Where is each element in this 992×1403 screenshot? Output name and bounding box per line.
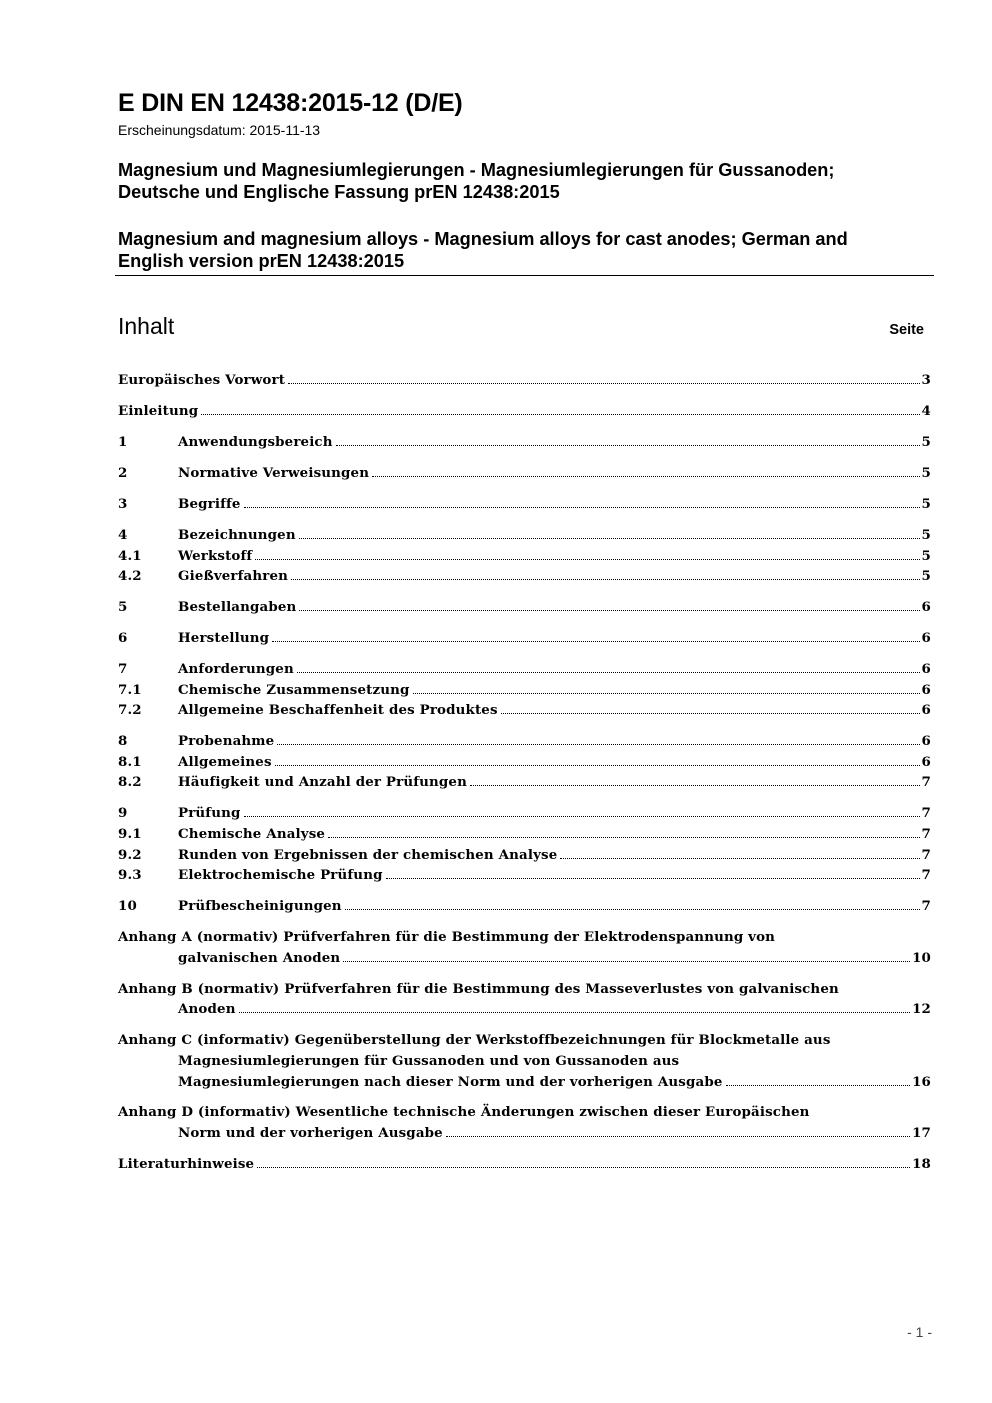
toc-entry-page: 7: [921, 867, 931, 884]
toc-entry-number: 9.1: [118, 826, 142, 842]
toc-dot-leader: [501, 713, 920, 714]
toc-entry-page: 18: [912, 1156, 931, 1173]
title-english-line: English version prEN 12438:2015: [118, 251, 405, 271]
toc-entry-page: 5: [921, 526, 931, 543]
toc-entry-title: Europäisches Vorwort: [118, 372, 286, 388]
toc-entry-page: 6: [921, 599, 931, 616]
document-title: E DIN EN 12438:2015-12 (D/E): [118, 89, 463, 117]
toc-entry[interactable]: [118, 1030, 931, 1092]
toc-entry-title: Anhang A (normativ) Prüfverfahren für die Bestimmung der Elektrodenspannung von: [118, 929, 776, 946]
toc-dot-leader: [288, 383, 919, 384]
toc-entry-title: Anhang D (informativ) Wesentliche technische Änderungen zwischen dieser Europäischen: [118, 1104, 810, 1121]
toc-entry[interactable]: [118, 752, 931, 773]
toc-entry[interactable]: [118, 1154, 931, 1175]
toc-entry-line: [118, 1051, 931, 1072]
toc-entry-line: [118, 700, 931, 721]
toc-entry-page: 10: [912, 949, 931, 966]
toc-entry-title: Einleitung: [118, 402, 199, 419]
header-divider: [115, 275, 934, 276]
toc-entry[interactable]: [118, 824, 931, 845]
toc-entry-title: Bezeichnungen: [178, 526, 296, 543]
toc-entry-line: [118, 752, 931, 773]
toc-entry-line: [118, 680, 931, 701]
toc-entry-title: Begriffe: [178, 495, 241, 512]
toc-entry-number: 7.1: [118, 681, 142, 698]
toc-entry-line: [118, 597, 931, 618]
toc-entry-line: [118, 1030, 931, 1051]
toc-entry-title: Normative Verweisungen: [178, 464, 370, 481]
toc-entry-title: Anhang C (informativ) Gegenüberstellung der Werkstoffbezeichnungen für Blockmetalle aus: [118, 1032, 831, 1049]
toc-entry-line: [118, 865, 931, 886]
toc-entry[interactable]: [118, 494, 931, 515]
toc-dot-leader: [446, 1136, 910, 1137]
toc-dot-leader: [277, 744, 919, 745]
toc-entry[interactable]: [118, 546, 931, 567]
toc-entry[interactable]: [118, 566, 931, 587]
toc-entry-page: 7: [921, 774, 931, 791]
toc-dot-leader: [201, 414, 919, 415]
toc-heading: Inhalt: [118, 313, 175, 339]
toc-entry[interactable]: [118, 803, 931, 824]
toc-entry[interactable]: [118, 896, 931, 917]
toc-entry[interactable]: [118, 370, 931, 391]
toc-entry-title: Anwendungsbereich: [178, 433, 333, 450]
page-number: - 1 -: [907, 1324, 932, 1340]
table-of-contents: [118, 370, 931, 1175]
toc-dot-leader: [345, 909, 920, 910]
toc-dot-leader: [239, 1012, 910, 1013]
toc-entry-number: 6: [118, 630, 128, 647]
toc-entry[interactable]: [118, 865, 931, 886]
toc-entry-page: 5: [921, 464, 931, 481]
toc-entry-page: 5: [921, 547, 931, 564]
toc-entry-page: 16: [912, 1073, 931, 1090]
toc-entry-number: 4.1: [118, 547, 142, 564]
toc-entry-line: [118, 845, 931, 866]
toc-entry-title: Norm und der vorherigen Ausgabe: [178, 1125, 443, 1142]
toc-dot-leader: [255, 559, 919, 560]
toc-dot-leader: [299, 610, 919, 611]
toc-entry-line: [118, 731, 931, 752]
toc-entry-title: Anforderungen: [178, 661, 294, 678]
toc-entry-number: 8.2: [118, 774, 142, 791]
toc-dot-leader: [343, 961, 910, 962]
toc-entry[interactable]: [118, 432, 931, 453]
toc-entry-number: 4: [118, 526, 128, 543]
toc-entry[interactable]: [118, 772, 931, 793]
toc-entry-page: 6: [921, 753, 931, 770]
toc-entry-page: 7: [921, 898, 931, 915]
toc-entry-title: Herstellung: [178, 630, 270, 647]
toc-entry-line: [118, 1123, 931, 1144]
toc-dot-leader: [244, 507, 920, 508]
toc-entry-page: 5: [921, 495, 931, 512]
toc-entry-number: 9.2: [118, 846, 142, 863]
toc-dot-leader: [275, 765, 920, 766]
toc-entry-line: [118, 896, 931, 917]
toc-entry[interactable]: [118, 659, 931, 680]
toc-entry-number: 5: [118, 599, 128, 616]
toc-entry-number: 8.1: [118, 753, 142, 770]
toc-entry-title: Chemische Analyse: [178, 826, 326, 842]
toc-entry-title: galvanischen Anoden: [178, 949, 341, 966]
toc-entry-line: [118, 803, 931, 824]
toc-entry-title: Werkstoff: [178, 547, 253, 564]
toc-dot-leader: [386, 878, 920, 879]
toc-dot-leader: [328, 837, 919, 838]
toc-entry-number: 4.2: [118, 568, 142, 585]
page-column-label: Seite: [889, 322, 924, 338]
toc-entry-line: [118, 546, 931, 567]
toc-entry[interactable]: [118, 1102, 931, 1143]
toc-dot-leader: [372, 476, 919, 477]
toc-entry[interactable]: [118, 680, 931, 701]
toc-entry-line: [118, 370, 931, 391]
toc-entry-page: 6: [921, 681, 931, 698]
toc-entry-page: 6: [921, 702, 931, 719]
toc-entry[interactable]: [118, 731, 931, 752]
toc-dot-leader: [291, 579, 920, 580]
toc-entry-title: Chemische Zusammensetzung: [178, 681, 410, 698]
toc-entry-title: Gießverfahren: [178, 568, 289, 585]
toc-entry[interactable]: [118, 463, 931, 484]
toc-dot-leader: [257, 1167, 910, 1168]
toc-entry-title: Magnesiumlegierungen für Gussanoden und von Gussanoden aus: [178, 1052, 680, 1069]
toc-entry-line: [118, 525, 931, 546]
toc-entry-line: [118, 999, 931, 1020]
toc-dot-leader: [726, 1085, 911, 1086]
toc-entry[interactable]: [118, 401, 931, 422]
toc-entry-title: Anhang B (normativ) Prüfverfahren für die Bestimmung des Masseverlustes von galvanischen: [118, 980, 839, 997]
title-german: [118, 159, 933, 203]
toc-entry-number: 1: [118, 433, 128, 450]
toc-entry-page: 17: [912, 1125, 931, 1142]
toc-entry-line: [118, 432, 931, 453]
toc-entry-title: Allgemeine Beschaffenheit des Produktes: [178, 702, 498, 719]
toc-entry[interactable]: [118, 628, 931, 649]
title-german-line: Deutsche und Englische Fassung prEN 12438:2015: [118, 182, 560, 202]
toc-entry-number: 3: [118, 495, 128, 512]
toc-entry-page: 6: [921, 733, 931, 750]
toc-entry-line: [118, 659, 931, 680]
toc-entry-line: [118, 948, 931, 969]
toc-entry-title: Häufigkeit und Anzahl der Prüfungen: [178, 774, 467, 791]
toc-entry-line: [118, 1154, 931, 1175]
toc-entry-title: Allgemeines: [178, 753, 272, 770]
toc-entry-line: [118, 979, 931, 1000]
toc-entry-line: [118, 1072, 931, 1093]
toc-entry-line: [118, 1102, 931, 1123]
toc-entry-line: [118, 463, 931, 484]
toc-dot-leader: [244, 816, 920, 817]
toc-dot-leader: [470, 785, 920, 786]
toc-entry-title: Bestellangaben: [178, 599, 297, 616]
toc-entry-title: Prüfung: [178, 805, 241, 822]
toc-entry-page: 7: [921, 826, 931, 842]
title-english-line: Magnesium and magnesium alloys - Magnesium alloys for cast anodes; German and: [118, 229, 848, 249]
toc-entry-page: 7: [921, 805, 931, 822]
toc-entry-page: 5: [921, 433, 931, 450]
toc-entry-page: 6: [921, 630, 931, 647]
title-english: [118, 228, 933, 272]
toc-entry-title: Probenahme: [178, 733, 275, 750]
toc-entry-number: 10: [118, 898, 137, 915]
toc-entry-line: [118, 494, 931, 515]
toc-entry-number: 8: [118, 733, 128, 750]
toc-dot-leader: [297, 672, 920, 673]
toc-entry-title: Literaturhinweise: [118, 1156, 255, 1173]
toc-entry-line: [118, 824, 931, 845]
toc-entry[interactable]: [118, 700, 931, 721]
toc-dot-leader: [299, 538, 920, 539]
toc-entry-page: 4: [921, 402, 931, 419]
toc-entry[interactable]: [118, 979, 931, 1020]
toc-dot-leader: [336, 445, 920, 446]
toc-entry[interactable]: [118, 525, 931, 546]
toc-entry-page: 5: [921, 568, 931, 585]
toc-entry-line: [118, 401, 931, 422]
toc-entry-line: [118, 628, 931, 649]
toc-entry-page: 7: [921, 846, 931, 863]
toc-dot-leader: [413, 693, 920, 694]
toc-entry[interactable]: [118, 927, 931, 968]
toc-dot-leader: [272, 641, 919, 642]
toc-entry-title: Prüfbescheinigungen: [178, 898, 342, 915]
toc-entry-title: Elektrochemische Prüfung: [178, 867, 383, 884]
toc-entry-number: 7: [118, 661, 128, 678]
toc-entry-number: 9: [118, 805, 128, 822]
toc-entry-line: [118, 566, 931, 587]
publication-date: Erscheinungsdatum: 2015-11-13: [118, 122, 321, 138]
title-german-line: Magnesium und Magnesiumlegierungen - Magnesiumlegierungen für Gussanoden;: [118, 160, 835, 180]
toc-dot-leader: [560, 858, 919, 859]
toc-entry-page: 12: [912, 1001, 931, 1018]
toc-entry-number: 9.3: [118, 867, 142, 884]
toc-entry-page: 6: [921, 661, 931, 678]
toc-entry-number: 7.2: [118, 702, 142, 719]
toc-entry-line: [118, 927, 931, 948]
toc-entry-title: Anoden: [178, 1001, 236, 1018]
toc-entry-title: Runden von Ergebnissen der chemischen Analyse: [178, 846, 558, 863]
toc-entry-page: 3: [921, 372, 931, 388]
toc-entry-title: Magnesiumlegierungen nach dieser Norm und der vorherigen Ausgabe: [178, 1073, 723, 1090]
toc-entry[interactable]: [118, 845, 931, 866]
toc-entry[interactable]: [118, 597, 931, 618]
toc-entry-line: [118, 772, 931, 793]
toc-entry-number: 2: [118, 464, 128, 481]
